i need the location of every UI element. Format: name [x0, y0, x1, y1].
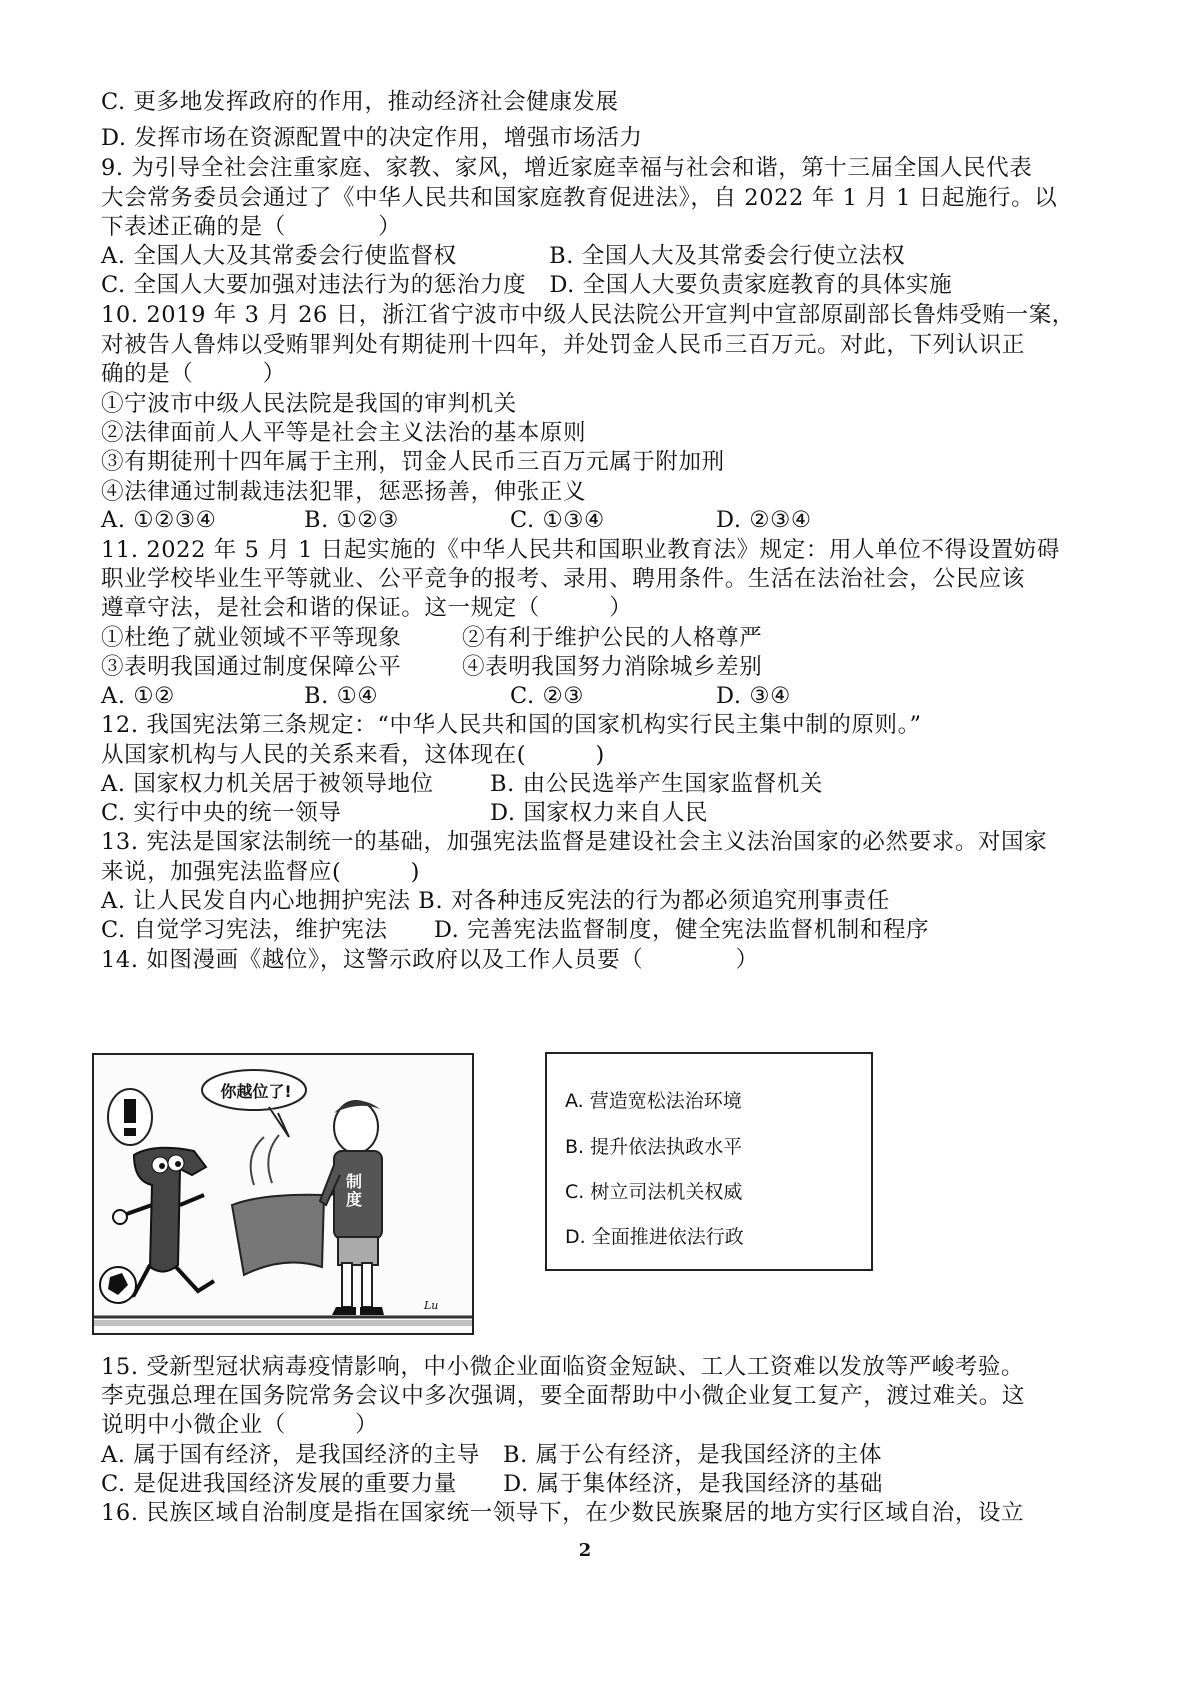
q12-option-a: A. 国家权力机关居于被领导地位 [101, 771, 434, 797]
q15-options-ab: A. 属于国有经济，是我国经济的主导 B. 属于公有经济，是我国经济的主体 [101, 1442, 883, 1468]
q10-option-d: D. ②③④ [716, 507, 812, 533]
q10-stem-line-3: 确的是（ ） [101, 361, 286, 387]
q10-item-4: ④法律通过制裁违法犯罪，惩恶扬善，伸张正义 [101, 479, 587, 505]
cartoon-speech-text: 你越位了! [220, 1082, 292, 1101]
q11-option-c: C. ②③ [510, 683, 585, 709]
q11-item-3: ③表明我国通过制度保障公平 [101, 654, 402, 680]
q15-stem-line-3: 说明中小微企业（ ） [101, 1412, 379, 1438]
q14-stem: 14. 如图漫画《越位》，这警示政府以及工作人员要（ ） [101, 947, 759, 973]
q11-option-d: D. ③④ [716, 683, 791, 709]
q10-stem-line-2: 对被告人鲁炜以受贿罪判处有期徒刑十四年，并处罚金人民币三百万元。对此，下列认识正 [101, 332, 1026, 358]
q9-stem-line-1: 9. 为引导全社会注重家庭、家教、家风，增近家庭幸福与社会和谐，第十三届全国人民代表 [101, 155, 1033, 181]
q8-option-d: D. 发挥市场在资源配置中的决定作用，增强市场活力 [101, 125, 643, 151]
page-number: 2 [578, 1540, 592, 1561]
q10-item-1: ①宁波市中级人民法院是我国的审判机关 [101, 391, 517, 417]
q10-item-3: ③有期徒刑十四年属于主刑，罚金人民币三百万元属于附加刑 [101, 449, 725, 475]
q10-option-b: B. ①②③ [304, 507, 399, 533]
q14-option-d: D. 全面推进依法行政 [565, 1226, 744, 1248]
q11-stem-line-2: 职业学校毕业生平等就业、公平竞争的报考、录用、聘用条件。生活在法治社会，公民应该 [101, 566, 1026, 592]
q14-option-c: C. 树立司法机关权威 [565, 1181, 743, 1203]
q15-stem-line-2: 李克强总理在国务院常务会议中多次强调，要全面帮助中小微企业复工复产，渡过难关。这 [101, 1383, 1026, 1409]
cartoon-signature: Lu [424, 1299, 439, 1312]
q16-stem-line-1: 16. 民族区域自治制度是指在国家统一领导下，在少数民族聚居的地方实行区域自治，设立 [101, 1500, 1025, 1526]
q13-options-cd: C. 自觉学习宪法，维护宪法 D. 完善宪法监督制度，健全宪法监督机制和程序 [101, 917, 930, 943]
q12-stem-line-2: 从国家机构与人民的关系来看，这体现在( ) [101, 742, 605, 768]
q11-item-1: ①杜绝了就业领域不平等现象 [101, 625, 402, 651]
q11-option-a: A. ①② [101, 683, 175, 709]
q9-stem-line-3: 下表述正确的是（ ） [101, 214, 402, 240]
cartoon-badge-text: 制度 [346, 1172, 363, 1209]
q10-option-c: C. ①③④ [510, 507, 605, 533]
q15-options-cd: C. 是促进我国经济发展的重要力量 D. 属于集体经济，是我国经济的基础 [101, 1471, 883, 1497]
offside-cartoon [92, 1053, 474, 1335]
q10-option-a: A. ①②③④ [101, 507, 217, 533]
q14-options-box [545, 1052, 873, 1271]
q8-option-c: C. 更多地发挥政府的作用，推动经济社会健康发展 [101, 89, 619, 115]
q11-stem-line-1: 11. 2022 年 5 月 1 日起实施的《中华人民共和国职业教育法》规定：用人单位不得设置妨碍 [101, 537, 1060, 563]
q10-stem-line-1: 10. 2019 年 3 月 26 日，浙江省宁波市中级人民法院公开宣判中宣部原副部长鲁炜受贿一案， [101, 302, 1075, 328]
q12-option-b: B. 由公民选举产生国家监督机关 [490, 771, 823, 797]
q9-options-ab: A. 全国人大及其常委会行使监督权 B. 全国人大及其常委会行使立法权 [101, 243, 906, 269]
q12-stem-line-1: 12. 我国宪法第三条规定：“中华人民共和国的国家机构实行民主集中制的原则。” [101, 712, 922, 738]
q13-stem-line-1: 13. 宪法是国家法制统一的基础，加强宪法监督是建设社会主义法治国家的必然要求。对国家 [101, 829, 1048, 855]
q12-option-c: C. 实行中央的统一领导 [101, 800, 342, 826]
q14-option-b: B. 提升依法执政水平 [565, 1136, 743, 1158]
q9-options-cd: C. 全国人大要加强对违法行为的惩治力度 D. 全国人大要负责家庭教育的具体实施 [101, 272, 953, 298]
q9-stem-line-2: 大会常务委员会通过了《中华人民共和国家庭教育促进法》，自 2022 年 1 月 1 日起施行。以 [101, 185, 1058, 211]
q12-option-d: D. 国家权力来自人民 [490, 800, 709, 826]
q11-stem-line-3: 遵章守法，是社会和谐的保证。这一规定（ ） [101, 595, 633, 621]
q11-item-4: ④表明我国努力消除城乡差别 [462, 654, 763, 680]
q13-options-ab: A. 让人民发自内心地拥护宪法 B. 对各种违反宪法的行为都必须追究刑事责任 [101, 888, 890, 914]
q11-option-b: B. ①④ [304, 683, 379, 709]
q14-option-a: A. 营造宽松法治环境 [565, 1090, 742, 1112]
q13-stem-line-2: 来说，加强宪法监督应( ) [101, 859, 421, 885]
q11-item-2: ②有利于维护公民的人格尊严 [462, 625, 763, 651]
q10-item-2: ②法律面前人人平等是社会主义法治的基本原则 [101, 420, 587, 446]
q15-stem-line-1: 15. 受新型冠状病毒疫情影响，中小微企业面临资金短缺、工人工资难以发放等严峻考验。 [101, 1354, 1025, 1380]
